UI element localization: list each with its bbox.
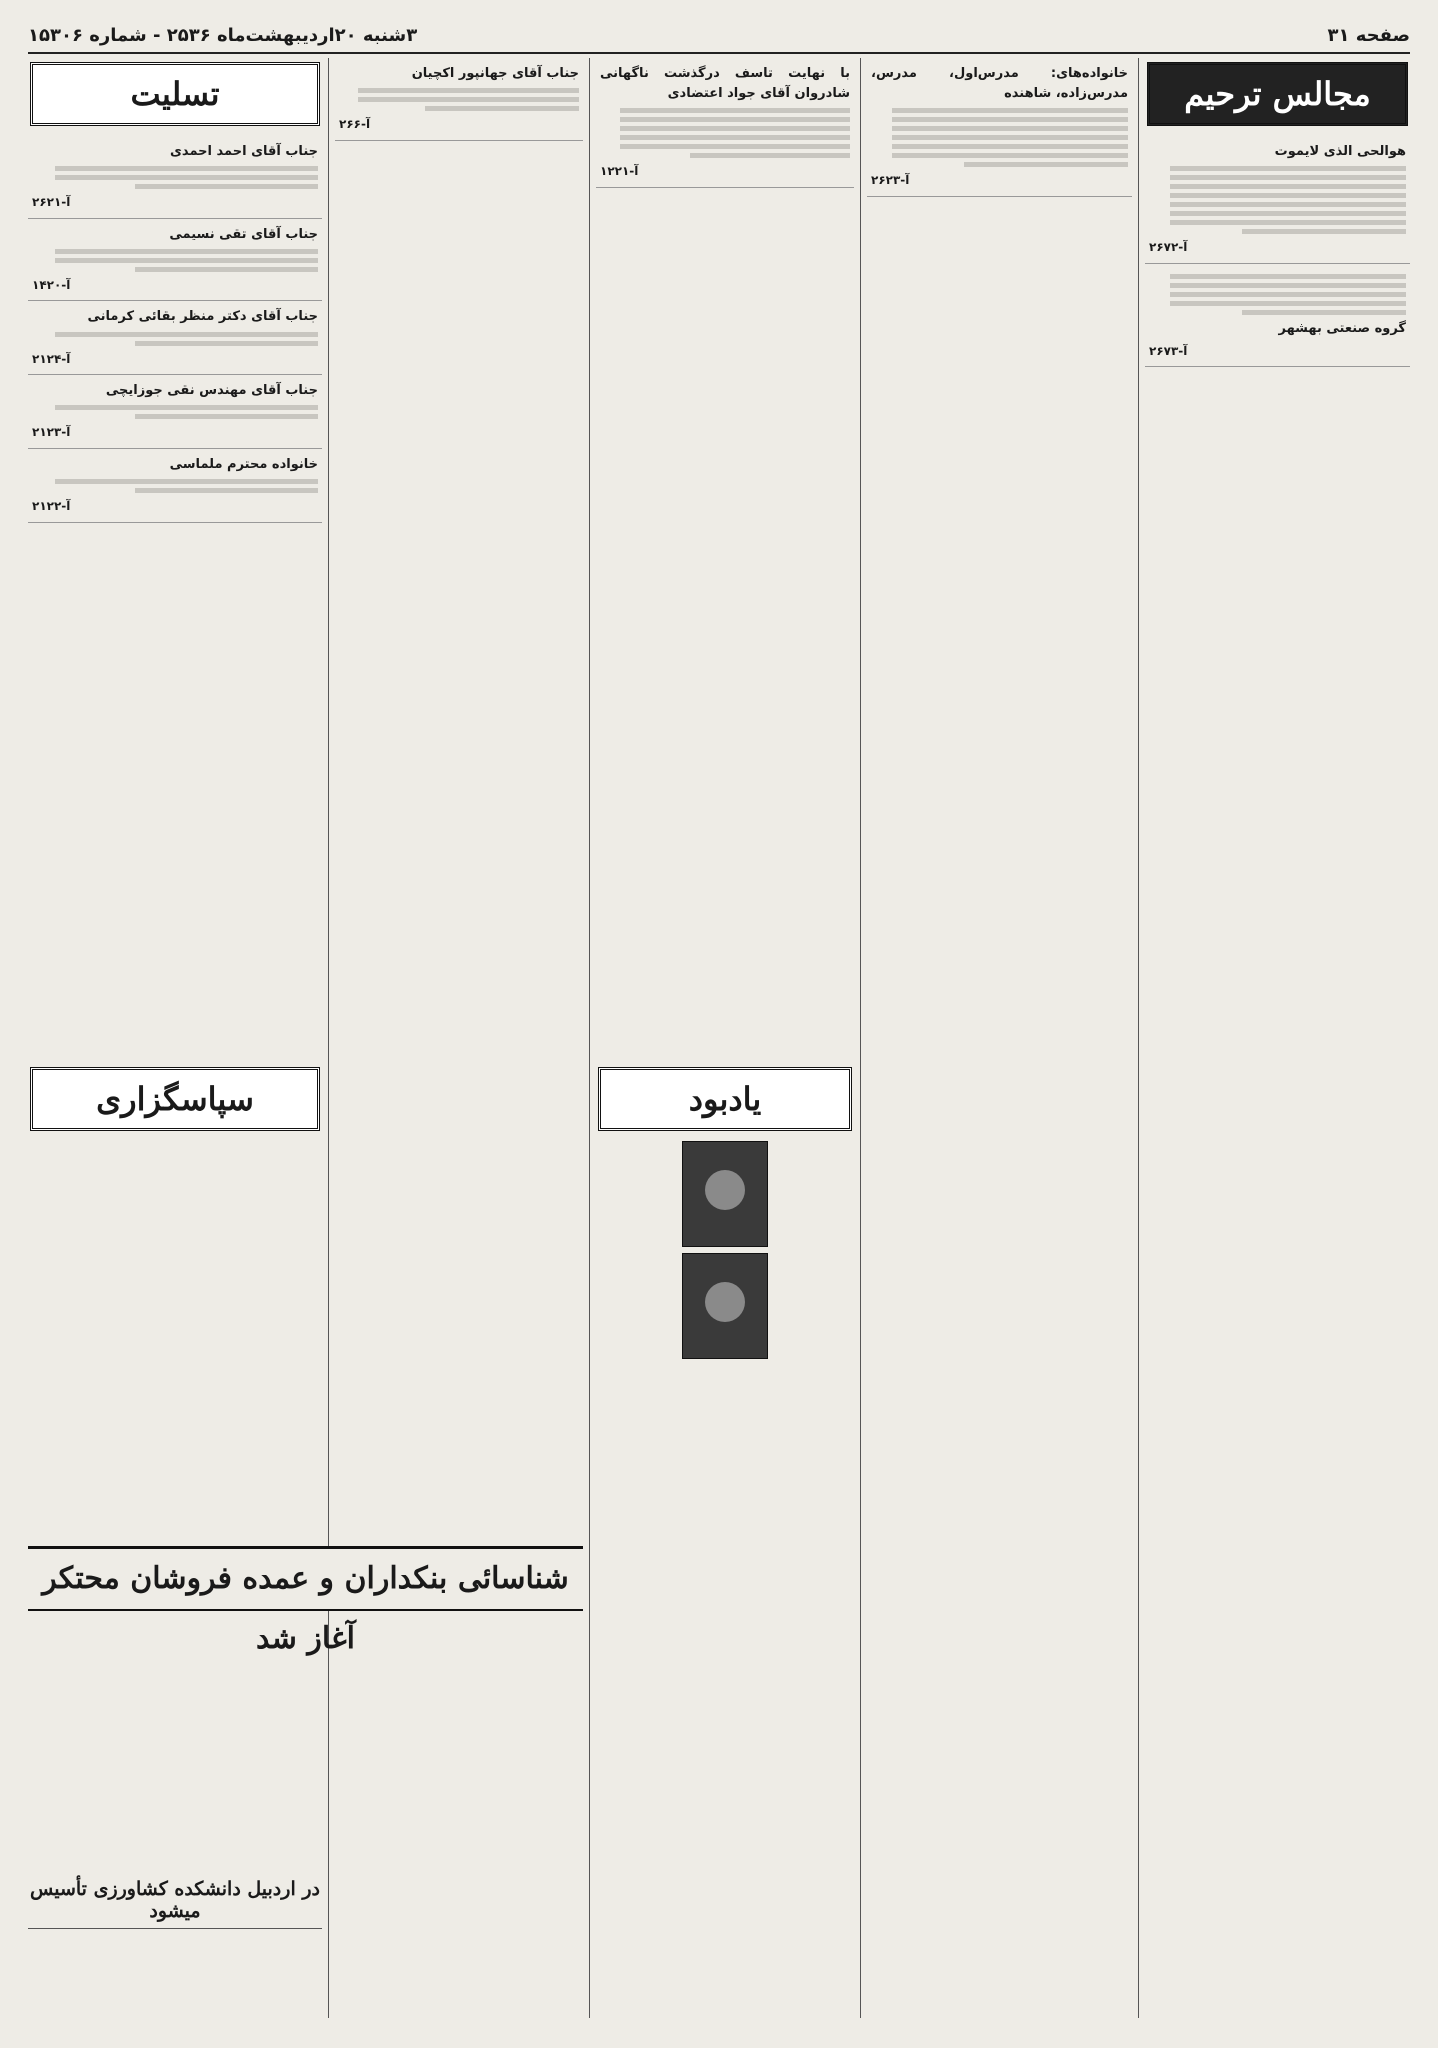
issue-line: ۳شنبه ۲۰اردیبهشت‌ماه ۲۵۳۶ - شماره ۱۵۳۰۶ [28,24,418,46]
column-4 [335,58,583,2018]
notice-code: ۲۱۲۳-آ [32,425,71,440]
notice-title: هوالحی الذی لایموت [1274,144,1406,159]
notice [867,58,1132,197]
page-header [28,18,1410,54]
page-number: صفحه ۳۱ [1327,24,1410,46]
column-1 [1145,58,1410,2018]
notice-code: ۲۱۲۴-آ [32,351,71,366]
section-yadbood-banner: یادبود [598,1067,852,1131]
notice-title: جناب آقای تقی نسیمی [169,226,318,242]
notice-code: ۲۶۷۲-آ [1149,240,1188,255]
notice [28,219,322,302]
notice-code: ۲۶۲۳-آ [871,173,910,188]
notice-title: گروه صنعتی بهشهر [1278,320,1406,336]
notice [28,449,322,523]
notice [28,301,322,375]
notice-title: با نهایت تاسف درگذشت ناگهانی شادروان آقای جواد اعتضادی [600,66,850,102]
newspaper-page [28,58,1410,2018]
notice-title: جناب آقای جهانپور اکچیان [411,66,579,81]
notice-code: ۲۱۲۲-آ [32,499,71,514]
notice [28,375,322,449]
portrait-photo [682,1253,768,1359]
column-3 [596,58,854,2018]
notice-title: خانواده محترم ملماسی [169,456,318,472]
news-subheadline: در اردبیل دانشکده کشاورزی تأسیس میشود [28,1878,322,1929]
notice-code: ۲۶۶-آ [339,117,371,132]
notice-title: جناب آقای دکتر منظر بقائی کرمانی [87,309,318,325]
notice [1145,264,1410,368]
news-headline: شناسائی بنکداران و عمده فروشان محتکر آغاز شد [28,1546,583,1611]
section-sepasgozari-banner: سپاسگزاری [30,1067,320,1131]
notice [28,136,322,219]
portrait-photo [682,1141,768,1247]
notice-title: جناب آقای مهندس نقی جوزایچی [105,383,318,399]
notice-code: ۱۲۲۱-آ [600,164,639,179]
notice-code: ۱۴۲۰-آ [32,277,71,292]
notice [596,58,854,188]
notice-code: ۲۶۲۱-آ [32,195,71,210]
column-5 [28,58,322,2018]
notice [1145,136,1410,264]
notice-title: خانواده‌های: مدرس‌اول، مدرس، مدرس‌زاده، شاهنده [871,66,1128,102]
notice-title: جناب آقای احمد احمدی [170,144,318,159]
section-majales-banner: مجالس ترحیم [1147,62,1408,126]
notice [335,58,583,141]
section-tasliyat-banner: تسلیت [30,62,320,126]
column-2 [867,58,1132,2018]
notice-code: ۲۶۷۳-آ [1149,343,1188,358]
